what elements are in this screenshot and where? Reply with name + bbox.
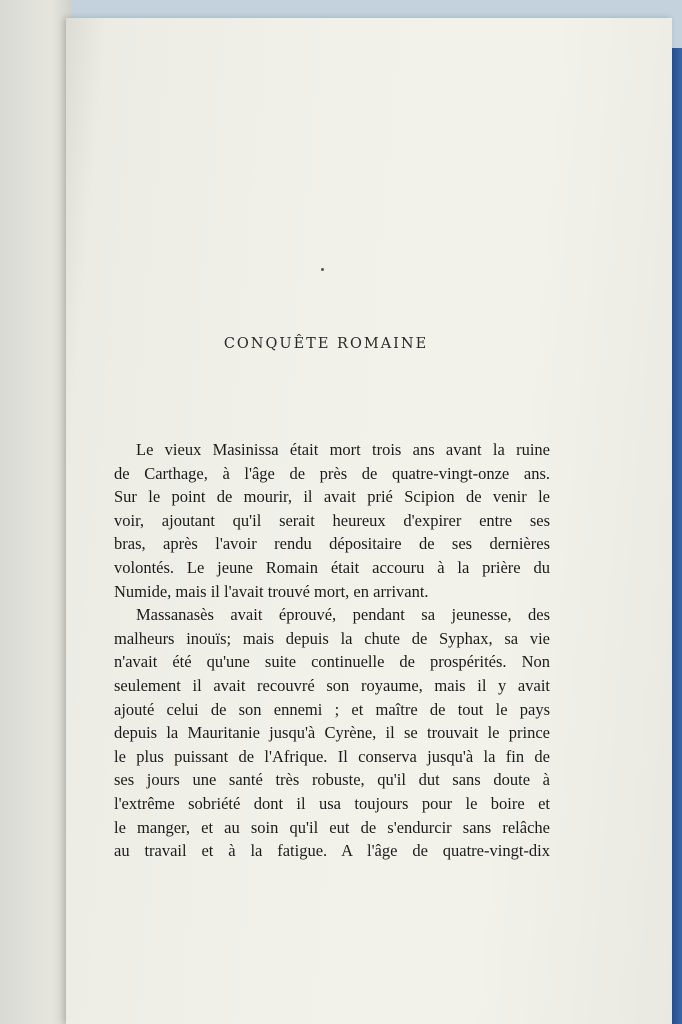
text-line: seulement il avait recouvré son royaume, mais il y avait [114,675,550,695]
text-line: ses jours une santé très robuste, qu'il dut sans doute à [114,770,550,790]
text-line: ajouté celui de son ennemi ; et maître de tout le pays [114,699,550,719]
paragraph-2 [114,603,550,863]
text-line: Massanasès avait éprouvé, pendant sa jeunesse, des [136,605,550,625]
text-line: le manger, et au soin qu'il eut de s'endurcir sans relâche [114,817,550,837]
text-line: Le vieux Masinissa était mort trois ans avant la ruine [136,440,550,459]
text-line: voir, ajoutant qu'il serait heureux d'expirer entre ses [114,510,550,530]
body-text [114,438,550,863]
text-line: le plus puissant de l'Afrique. Il conserva jusqu'à la fin de [114,746,550,766]
left-page [0,0,72,1024]
text-line: malheurs inouïs; mais depuis la chute de Syphax, sa vie [114,628,550,648]
text-line: bras, après l'avoir rendu dépositaire de ses dernières [114,534,550,554]
text-line: n'avait été qu'une suite continuelle de prospérités. Non [114,652,550,672]
text-line: de Carthage, à l'âge de près de quatre-vingt-onze ans. [114,463,550,483]
text-line: au travail et à la fatigue. A l'âge de quatre-vingt-dix [114,841,550,861]
text-line: volontés. Le jeune Romain était accouru à la prière du [114,557,550,577]
text-line: l'extrême sobriété dont il usa toujours pour le boire et [114,793,550,813]
text-line: Sur le point de mourir, il avait prié Scipion de venir le [114,487,550,507]
book-page [66,18,672,1024]
paragraph-1 [114,438,550,603]
text-line: depuis la Mauritanie jusqu'à Cyrène, il se trouvait le prince [114,723,550,743]
page-speck [321,268,324,271]
chapter-title: CONQUÊTE ROMAINE [223,336,429,352]
text-line: Numide, mais il l'avait trouvé mort, en arrivant. [114,581,429,601]
